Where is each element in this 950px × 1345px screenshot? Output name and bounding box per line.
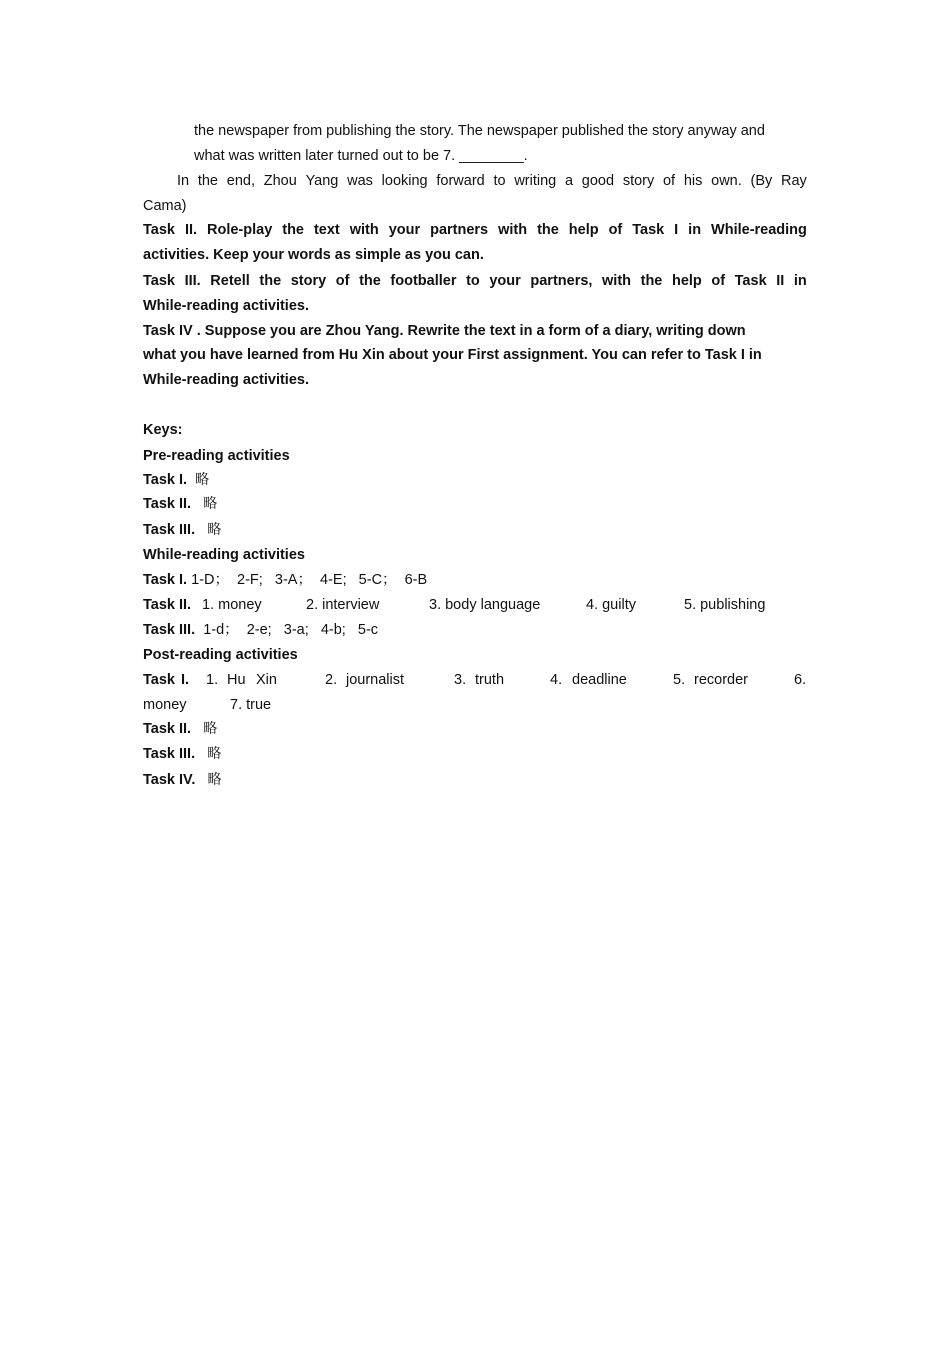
key-value: 略 bbox=[195, 472, 210, 488]
word: Task bbox=[734, 273, 767, 289]
key-label: Task I. bbox=[143, 472, 188, 488]
key-item: 2. interview bbox=[306, 597, 380, 613]
key-value: 1-D； 2-F; 3-A； 4-E; 5-C； 6-B bbox=[191, 572, 428, 588]
task4-instruction-line-2: what you have learned from Hu Xin about your First assignment. You can refer to Task I in bbox=[143, 347, 762, 363]
post-task1-key-line-1 bbox=[143, 670, 807, 690]
key-label: Task III. bbox=[143, 522, 196, 538]
post-reading-heading: Post-reading activities bbox=[143, 647, 298, 663]
key-value: 1-d； 2-e; 3-a; 4-b; 5-c bbox=[203, 622, 379, 638]
word: Role-play bbox=[207, 222, 273, 238]
word: the bbox=[282, 222, 304, 238]
post-task1-key-line-2 bbox=[143, 695, 807, 715]
task2-instruction-line-2: activities. Keep your words as simple as you can. bbox=[143, 247, 484, 263]
word: with bbox=[498, 222, 528, 238]
word: of bbox=[711, 273, 726, 289]
word: story bbox=[290, 273, 327, 289]
while-task3-key bbox=[143, 620, 378, 640]
word: a bbox=[564, 173, 574, 189]
word: deadline bbox=[572, 672, 627, 688]
word: In bbox=[177, 173, 190, 189]
pre-reading-heading: Pre-reading activities bbox=[143, 448, 290, 464]
word: own. bbox=[711, 173, 742, 189]
word: I. bbox=[181, 672, 190, 688]
word: looking bbox=[381, 173, 428, 189]
word: Xin bbox=[256, 672, 277, 688]
word: in bbox=[688, 222, 702, 238]
key-item: 4. guilty bbox=[586, 597, 636, 613]
word: III. bbox=[184, 273, 201, 289]
word: with bbox=[349, 222, 379, 238]
word: I bbox=[674, 222, 679, 238]
word: partners, bbox=[530, 273, 593, 289]
word: his bbox=[683, 173, 703, 189]
word: 3. bbox=[454, 672, 467, 688]
task3-instruction-line-1 bbox=[143, 271, 807, 291]
post-task4-key bbox=[143, 770, 222, 790]
passage-line-1: the newspaper from publishing the story. The newspaper published the story anyway and bbox=[194, 123, 765, 139]
word: the bbox=[537, 222, 559, 238]
pre-task1-key bbox=[143, 470, 209, 490]
word: (By bbox=[750, 173, 773, 189]
key-label: Task IV. bbox=[143, 772, 196, 788]
word: good bbox=[581, 173, 615, 189]
key-label: Task III. bbox=[143, 746, 196, 762]
key-label: Task III. bbox=[143, 622, 196, 638]
word: 7. true bbox=[230, 697, 272, 713]
word: Zhou bbox=[263, 173, 297, 189]
word: recorder bbox=[694, 672, 748, 688]
passage-end-line bbox=[177, 171, 807, 191]
post-task2-key bbox=[143, 719, 217, 739]
key-label: Task II. bbox=[143, 721, 192, 737]
word: Hu bbox=[227, 672, 246, 688]
key-item: 5. publishing bbox=[684, 597, 766, 613]
passage-end-line-2: Cama) bbox=[143, 198, 187, 214]
word: Task bbox=[143, 222, 175, 238]
word: journalist bbox=[346, 672, 405, 688]
word: 5. bbox=[673, 672, 686, 688]
word: forward bbox=[436, 173, 485, 189]
word: Ray bbox=[781, 173, 807, 189]
word: the bbox=[259, 273, 282, 289]
word: of bbox=[662, 173, 676, 189]
while-task1-key bbox=[143, 570, 427, 590]
while-task2-key bbox=[143, 595, 807, 615]
word: 6. bbox=[794, 672, 807, 688]
word: the bbox=[197, 173, 219, 189]
word: 1. bbox=[206, 672, 219, 688]
word: your bbox=[489, 273, 521, 289]
passage-line-2: what was written later turned out to be 7. ________. bbox=[194, 148, 528, 164]
word: end, bbox=[226, 173, 255, 189]
word: Retell bbox=[210, 273, 250, 289]
word: Task bbox=[143, 672, 175, 688]
word: II bbox=[776, 273, 785, 289]
word: to bbox=[466, 273, 480, 289]
word: story bbox=[622, 173, 655, 189]
word: writing bbox=[514, 173, 557, 189]
pre-task2-key bbox=[143, 494, 217, 514]
word: II. bbox=[184, 222, 198, 238]
key-label: Task II. bbox=[143, 597, 192, 613]
word: help bbox=[671, 273, 702, 289]
word: help bbox=[568, 222, 599, 238]
word: was bbox=[347, 173, 373, 189]
word: the bbox=[359, 273, 381, 289]
word: money bbox=[143, 697, 187, 713]
key-value: 略 bbox=[207, 772, 222, 788]
word: text bbox=[313, 222, 340, 238]
task4-instruction-line-1: Task IV . Suppose you are Zhou Yang. Rewrite the text in a form of a diary, writing down bbox=[143, 323, 746, 339]
word: with bbox=[602, 273, 632, 289]
key-item: 3. body language bbox=[429, 597, 541, 613]
task4-instruction-line-3: While-reading activities. bbox=[143, 372, 309, 388]
key-value: 略 bbox=[203, 496, 218, 512]
key-label: Task II. bbox=[143, 496, 192, 512]
key-value: 略 bbox=[207, 746, 222, 762]
word: to bbox=[493, 173, 506, 189]
task2-instruction-line-1 bbox=[143, 220, 807, 240]
word: truth bbox=[475, 672, 505, 688]
word: of bbox=[335, 273, 350, 289]
word: 4. bbox=[550, 672, 563, 688]
word: in bbox=[793, 273, 807, 289]
while-reading-heading: While-reading activities bbox=[143, 547, 305, 563]
word: 2. bbox=[325, 672, 338, 688]
key-label: Task I. bbox=[143, 572, 188, 588]
key-value: 略 bbox=[207, 522, 222, 538]
word: Yang bbox=[305, 173, 339, 189]
task3-instruction-line-2: While-reading activities. bbox=[143, 298, 309, 314]
word: Task bbox=[143, 273, 175, 289]
key-item: 1. money bbox=[202, 597, 262, 613]
word: the bbox=[640, 273, 663, 289]
word: Task bbox=[632, 222, 665, 238]
word: partners bbox=[430, 222, 489, 238]
word: footballer bbox=[390, 273, 457, 289]
keys-heading: Keys: bbox=[143, 422, 183, 438]
post-task3-key bbox=[143, 744, 221, 764]
pre-task3-key bbox=[143, 520, 221, 540]
key-value: 略 bbox=[203, 721, 218, 737]
word: of bbox=[608, 222, 623, 238]
word: While-reading bbox=[711, 222, 807, 238]
word: your bbox=[388, 222, 421, 238]
